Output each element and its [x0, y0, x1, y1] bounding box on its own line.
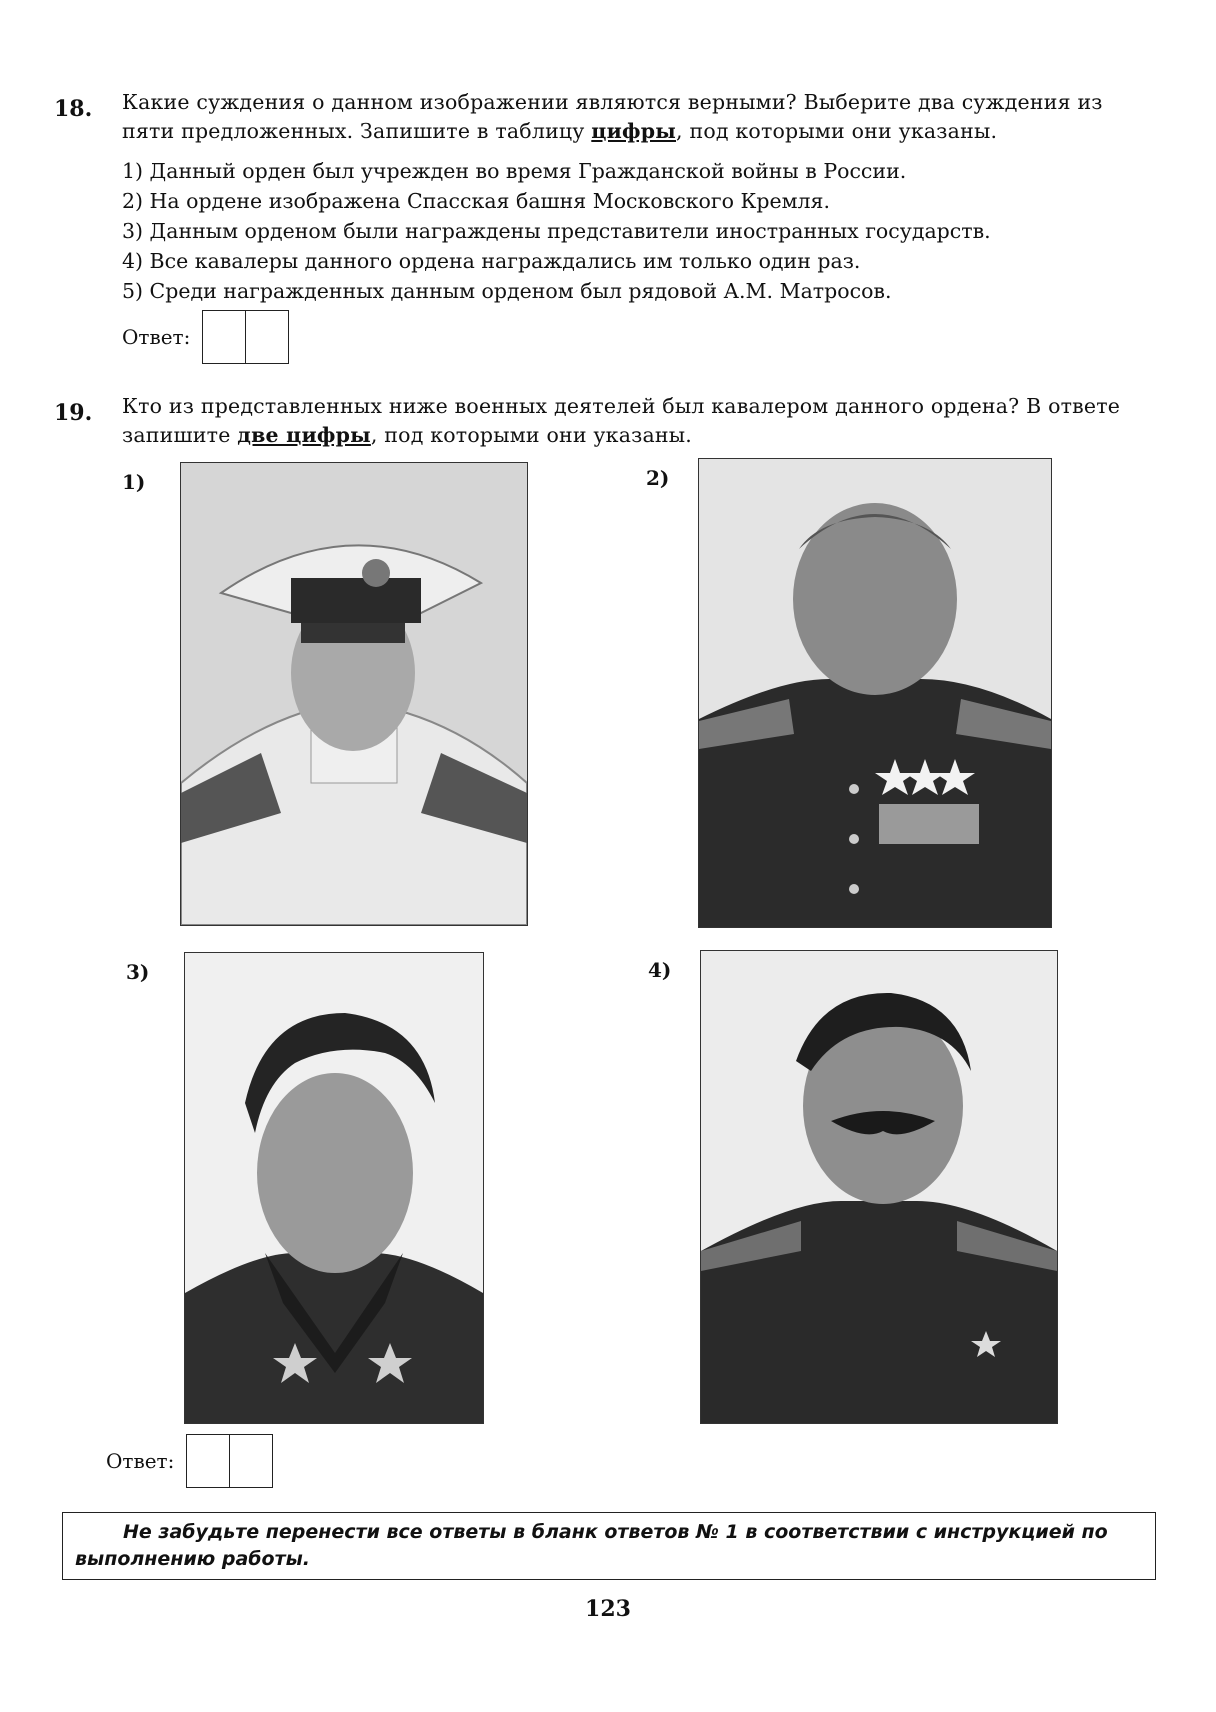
question-19-text-before: Кто из представленных ниже военных деятелей был кавалером данного ордена? В ответе запишите	[122, 394, 1121, 447]
question-19-answer	[106, 1434, 273, 1488]
question-18-options	[122, 156, 991, 306]
answer-cell-2[interactable]	[245, 311, 288, 363]
answer-cell-1[interactable]	[187, 1435, 229, 1487]
portrait-photo-3	[184, 952, 484, 1424]
notice-box	[62, 1512, 1156, 1580]
answer-label: Ответ:	[106, 1449, 175, 1473]
option-1: 1) Данный орден был учрежден во время Гражданской войны в России.	[122, 159, 907, 183]
answer-cell-1[interactable]	[203, 311, 245, 363]
question-18-answer	[122, 310, 289, 364]
question-19-emphasis: две цифры	[237, 423, 371, 447]
question-18-text	[122, 88, 1158, 146]
question-19-text-after: , под которыми они указаны.	[370, 423, 693, 447]
photo-4-label: 4)	[648, 958, 672, 982]
option-2: 2) На ордене изображена Спасская башня Московского Кремля.	[122, 189, 831, 213]
question-19-text	[122, 392, 1158, 450]
answer-cells	[202, 310, 289, 364]
question-18-text-before: Какие суждения о данном изображении являются верными? Выберите два суждения из пяти предложенных. Запишите в таблицу	[122, 90, 1103, 143]
notice-text: Не забудьте перенести все ответы в бланк ответов № 1 в соответствии с инструкцией по выполнению работы.	[75, 1521, 1108, 1570]
answer-cell-2[interactable]	[229, 1435, 272, 1487]
question-18-emphasis: цифры	[591, 119, 677, 143]
answer-cells	[186, 1434, 273, 1488]
portrait-photo-4	[700, 950, 1058, 1424]
option-3: 3) Данным орденом были награждены представители иностранных государств.	[122, 219, 991, 243]
photo-3-label: 3)	[126, 960, 150, 984]
question-19-number: 19.	[54, 400, 93, 426]
page-number: 123	[585, 1596, 631, 1622]
question-18-text-after: , под которыми они указаны.	[676, 119, 998, 143]
portrait-photo-1	[180, 462, 528, 926]
photo-1-label: 1)	[122, 470, 146, 494]
question-18-number: 18.	[54, 96, 93, 122]
portrait-photo-2	[698, 458, 1052, 928]
answer-label: Ответ:	[122, 325, 191, 349]
photo-2-label: 2)	[646, 466, 670, 490]
option-5: 5) Среди награжденных данным орденом был рядовой А.М. Матросов.	[122, 279, 892, 303]
option-4: 4) Все кавалеры данного ордена награждались им только один раз.	[122, 249, 861, 273]
